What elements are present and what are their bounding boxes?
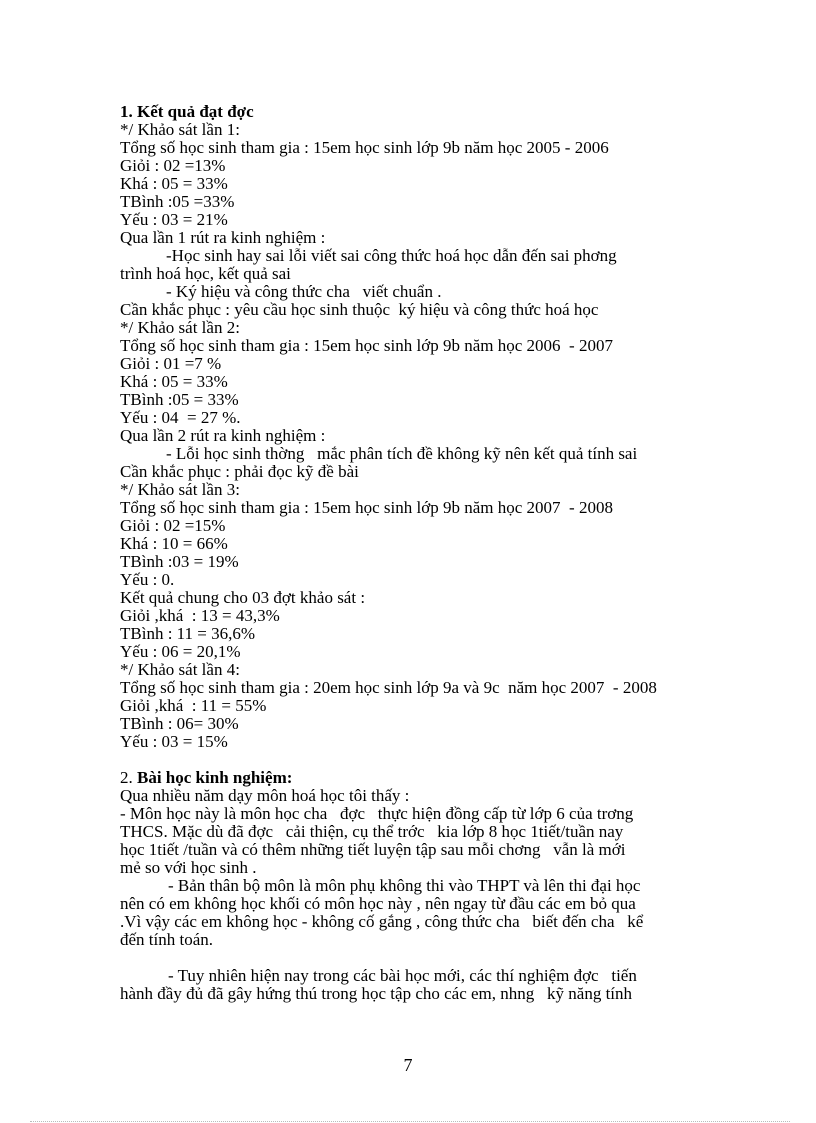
survey1-kha: Khá : 05 = 33%	[120, 174, 228, 193]
section1-title: Kết quả đạt đợc	[137, 102, 254, 121]
section2-p1-line1: - Môn học này là môn học cha đợc thực hiện đồng cấp từ lớp 6 của trơng	[120, 804, 634, 823]
survey1-point2: - Ký hiệu và công thức cha viết chuẩn .	[166, 282, 442, 301]
spacer	[120, 949, 720, 967]
survey1-tb: TBình :05 =33%	[120, 192, 235, 211]
document-body	[120, 103, 720, 1003]
survey4-gioi-kha: Giỏi ,khá : 11 = 55%	[120, 696, 267, 715]
page-bottom-divider	[30, 1121, 790, 1122]
section2-intro: Qua nhiều năm dạy môn hoá học tôi thấy :	[120, 786, 410, 805]
spacer	[120, 751, 720, 769]
section2-p2-line2: nên có em không học khối có môn học này , nên ngay từ đầu các em bỏ qua	[120, 894, 636, 913]
survey2-yeu: Yếu : 04 = 27 %.	[120, 408, 241, 427]
section1-number: 1.	[120, 102, 133, 121]
survey3-tb: TBình :03 = 19%	[120, 552, 239, 571]
overall-heading: Kết quả chung cho 03 đợt khảo sát :	[120, 588, 366, 607]
page-number: 7	[403, 1055, 413, 1075]
section2-p2-line1: - Bản thân bộ môn là môn phụ không thi vào THPT và lên thi đại học	[168, 876, 641, 895]
section2-p2-line3: .Vì vậy các em không học - không cố gắng , công thức cha biết đến cha kể	[120, 912, 644, 931]
section2-p1-line4: mẻ so với học sinh .	[120, 858, 257, 877]
survey3-gioi: Giỏi : 02 =15%	[120, 516, 226, 535]
survey2-gioi: Giỏi : 01 =7 %	[120, 354, 222, 373]
section2-number: 2.	[120, 768, 133, 787]
section2-p3-line2: hành đầy đủ đã gây hứng thú trong học tập cho các em, nhng kỹ năng tính	[120, 984, 633, 1003]
survey2-point1: - Lỗi học sinh thờng mắc phân tích đề không kỹ nên kết quả tính sai	[166, 444, 638, 463]
survey2-heading: */ Khảo sát lần 2:	[120, 318, 240, 337]
section2-heading	[120, 769, 720, 787]
section2-p1-line3: học 1tiết /tuần và có thêm những tiết luyện tập sau mỗi chơng vẫn là mới	[120, 840, 626, 859]
overall-tb: TBình : 11 = 36,6%	[120, 624, 256, 643]
section2-p1-line2: THCS. Mặc dù đã đợc cải thiện, cụ thể trớc kia lớp 8 học 1tiết/tuần nay	[120, 822, 624, 841]
survey2-fix: Cần khắc phục : phải đọc kỹ đề bài	[120, 462, 359, 481]
survey2-kha: Khá : 05 = 33%	[120, 372, 228, 391]
survey1-fix: Cần khắc phục : yêu cầu học sinh thuộc ký hiệu và công thức hoá học	[120, 300, 599, 319]
overall-yeu: Yếu : 06 = 20,1%	[120, 642, 241, 661]
survey2-total: Tổng số học sinh tham gia : 15em học sinh lớp 9b năm học 2006 - 2007	[120, 336, 613, 355]
survey2-lesson-intro: Qua lần 2 rút ra kinh nghiệm :	[120, 426, 326, 445]
survey1-total: Tổng số học sinh tham gia : 15em học sinh lớp 9b năm học 2005 - 2006	[120, 138, 609, 157]
survey1-point1-b: trình hoá học, kết quả sai	[120, 264, 291, 283]
survey3-yeu: Yếu : 0.	[120, 570, 175, 589]
survey1-gioi: Giỏi : 02 =13%	[120, 156, 226, 175]
section2-title: Bài học kinh nghiệm:	[137, 768, 293, 787]
overall-gioi-kha: Giỏi ,khá : 13 = 43,3%	[120, 606, 280, 625]
section1-heading	[120, 103, 720, 121]
survey4-total: Tổng số học sinh tham gia : 20em học sinh lớp 9a và 9c năm học 2007 - 2008	[120, 678, 657, 697]
survey4-yeu: Yếu : 03 = 15%	[120, 732, 228, 751]
section2-p2-line4: đến tính toán.	[120, 930, 214, 949]
survey1-lesson-intro: Qua lần 1 rút ra kinh nghiệm :	[120, 228, 326, 247]
survey1-yeu: Yếu : 03 = 21%	[120, 210, 228, 229]
survey4-heading: */ Khảo sát lần 4:	[120, 660, 240, 679]
survey4-tb: TBình : 06= 30%	[120, 714, 239, 733]
survey1-point1-a: -Học sinh hay sai lỗi viết sai công thức hoá học dẫn đến sai phơng	[166, 246, 617, 265]
survey1-heading: */ Khảo sát lần 1:	[120, 120, 240, 139]
survey3-total: Tổng số học sinh tham gia : 15em học sinh lớp 9b năm học 2007 - 2008	[120, 498, 613, 517]
section2-p3-line1: - Tuy nhiên hiện nay trong các bài học mới, các thí nghiệm đợc tiến	[168, 966, 637, 985]
survey3-kha: Khá : 10 = 66%	[120, 534, 228, 553]
survey2-tb: TBình :05 = 33%	[120, 390, 239, 409]
survey3-heading: */ Khảo sát lần 3:	[120, 480, 240, 499]
